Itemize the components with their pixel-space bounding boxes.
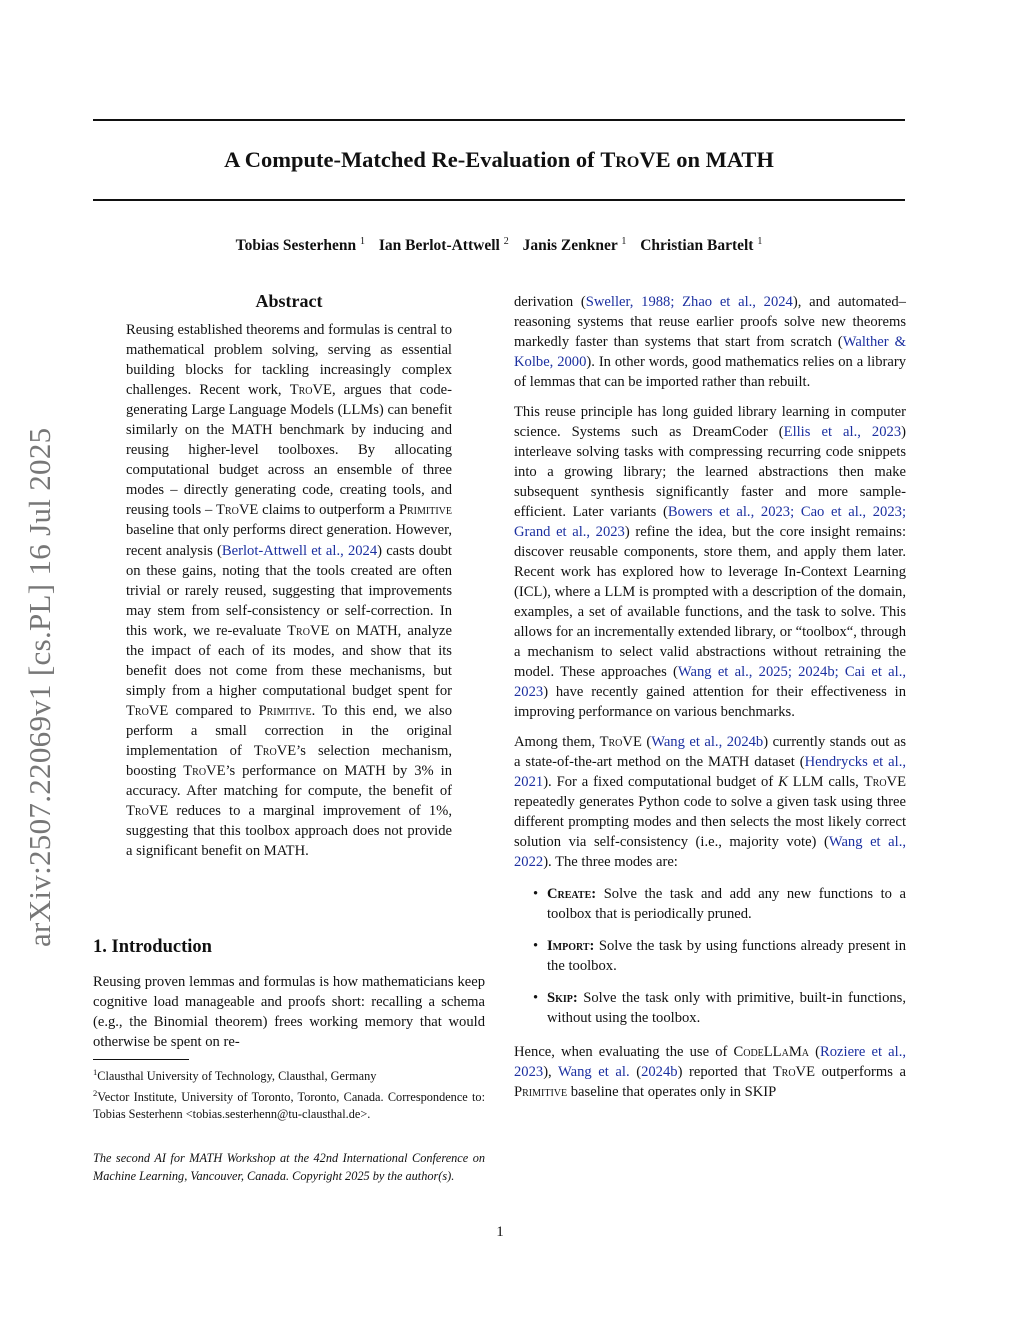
citation-link[interactable]: Walther & Kolbe, 2000 (514, 334, 906, 370)
footnote-1: $^1$Clausthal University of Technology, Clausthal, Germany (93, 1067, 377, 1084)
abstract-text: Reusing established theorems and formulas is central to mathematical problem solving, serving as essential building blocks for tackling increasingly complex challenges. Recent work, TroVE, argues that code-generating Large Language Models (LLMs) can benefit similarly on the MATH benchmark by inducing and reusing higher-level toolboxes. By allocating computational budget across an ensemble of three modes – directly generating code, creating tools, and reusing tools – TroVE claims to outperform a Primitive baseline that only performs direct generation. However, recent analysis (Berlot-Attwell et al., 2024) casts doubt on these gains, noting that the tools created are often trivial or rarely reused, suggesting that improvements may stem from self-consistency or self-correction. In this work, we re-evaluate TroVE on MATH, analyze the impact of each of its modes, and show that its benefit does not come from these mechanisms, but simply from a higher computational budget spent for TroVE compared to Primitive. To this end, we also perform a small correction in the original implementation of TroVE’s selection mechanism, boosting TroVE’s performance on MATH by 3% in accuracy. After matching for compute, the benefit of TroVE reduces to a marginal improvement of 1%, suggesting that this toolbox approach does not provide a significant benefit on MATH. (126, 322, 453, 860)
citation-link[interactable]: Wang et al., 2025; 2024b; Cai et al., 2023 (514, 664, 907, 700)
footnotes (93, 1064, 485, 1123)
citation-link[interactable]: 2024b (641, 1064, 678, 1080)
citation-link[interactable]: Sweller, 1988; Zhao et al., 2024 (585, 294, 793, 310)
paragraph: derivation (Sweller, 1988; Zhao et al., 2024), and automated–reasoning systems that reuse earlier proofs solve new theorems markedly faster than systems that start from scratch (Walther & Kolbe, 2000). In other words, good mathematics relies on a library of lemmas that can be imported rather than rebuilt. (514, 294, 906, 390)
list-item: • Skip: Solve the task only with primitive, built-in functions, without using the toolbox. (533, 990, 906, 1026)
list-item: • Create: Solve the task and add any new functions to a toolbox that is periodically pruned. (533, 886, 906, 922)
title-top-rule (93, 119, 905, 121)
title-bottom-rule (93, 199, 905, 201)
author: Tobias Sesterhenn $^1$ (235, 236, 365, 255)
paragraph: Hence, when evaluating the use of CodeLLaMa (Roziere et al., 2023), Wang et al. (2024b) reported that TroVE outperforms a Primitive baseline that operates only in SKIP (514, 1044, 906, 1100)
modes-list (514, 884, 906, 1028)
citation-link[interactable]: Wang et al., 2022 (514, 834, 906, 870)
citation-link[interactable]: Hendrycks et al., 2021 (514, 754, 906, 790)
right-column (514, 292, 906, 1112)
author-list (93, 236, 905, 255)
author: Janis Zenkner $^1$ (522, 236, 627, 255)
citation-link[interactable]: Roziere et al., 2023 (514, 1044, 906, 1080)
introduction-text: Reusing proven lemmas and formulas is how mathematicians keep cognitive load manageable and proofs short: recalling a schema (e.g., the Binomial theorem) frees working memory that would otherwise be spent on re- (93, 974, 485, 1050)
author: Ian Berlot-Attwell $^2$ (378, 236, 509, 255)
citation-link[interactable]: Ellis et al., 2023 (783, 424, 902, 440)
citation-link[interactable]: Berlot-Attwell et al., 2024 (221, 542, 378, 559)
venue-notice: The second AI for MATH Workshop at the 42nd International Conference on Machine Learning, Vancouver, Canada. Copyright 2025 by the author(s). (93, 1151, 485, 1183)
page-number: 1 (496, 1224, 504, 1240)
citation-link[interactable]: Bowers et al., 2023; Cao et al., 2023; Grand et al., 2023 (514, 504, 906, 540)
list-item: • Import: Solve the task by using functions already present in the toolbox. (533, 938, 906, 974)
footnote-2: $^2$Vector Institute, University of Toronto, Toronto, Canada. Correspondence to: Tobias Sesterhenn <tobias.sesterhenn@tu-clausthal.de>. (93, 1088, 485, 1122)
paragraph: This reuse principle has long guided library learning in computer science. Systems such as DreamCoder (Ellis et al., 2023) interleave solving tasks with compressing recurring code snippets into a growing library; the learned abstractions then make subsequent synthesis significantly faster and more sample-efficient. Later variants (Bowers et al., 2023; Cao et al., 2023; Grand et al., 2023) refine the idea, but the core insight remains: discover reusable components, store them, and apply them later. Recent work has explored how to leverage In-Context Learning (ICL), where a LLM is prompted with a description of the domain, examples, a set of available functions, and the task to solve. This allows for an incrementally extended library, or “toolbox“, through a mechanism to select valid abstractions without retraining the model. These approaches (Wang et al., 2025; 2024b; Cai et al., 2023) have recently gained attention for their effectiveness in improving performance on various benchmarks. (514, 404, 907, 720)
citation-link[interactable]: Wang et al. (558, 1064, 630, 1080)
paper-title: A Compute-Matched Re-Evaluation of TroVE on MATH (224, 147, 774, 172)
abstract-heading: Abstract (255, 291, 323, 311)
citation-link[interactable]: Wang et al., 2024b (651, 734, 764, 750)
paragraph: Among them, TroVE (Wang et al., 2024b) currently stands out as a state-of-the-art method on the MATH dataset (Hendrycks et al., 2021). For a fixed computational budget of K LLM calls, TroVE repeatedly generates Python code to solve a given task using three different prompting modes and then selects the most likely correct solution via self-consistency (i.e., majority vote) (Wang et al., 2022). The three modes are: (514, 734, 906, 870)
arxiv-identifier: arXiv:2507.22069v1 [cs.PL] 16 Jul 2025 (22, 427, 57, 947)
introduction-heading: 1. Introduction (93, 937, 212, 957)
footnote-rule (93, 1059, 189, 1060)
author: Christian Bartelt $^1$ (640, 236, 763, 255)
